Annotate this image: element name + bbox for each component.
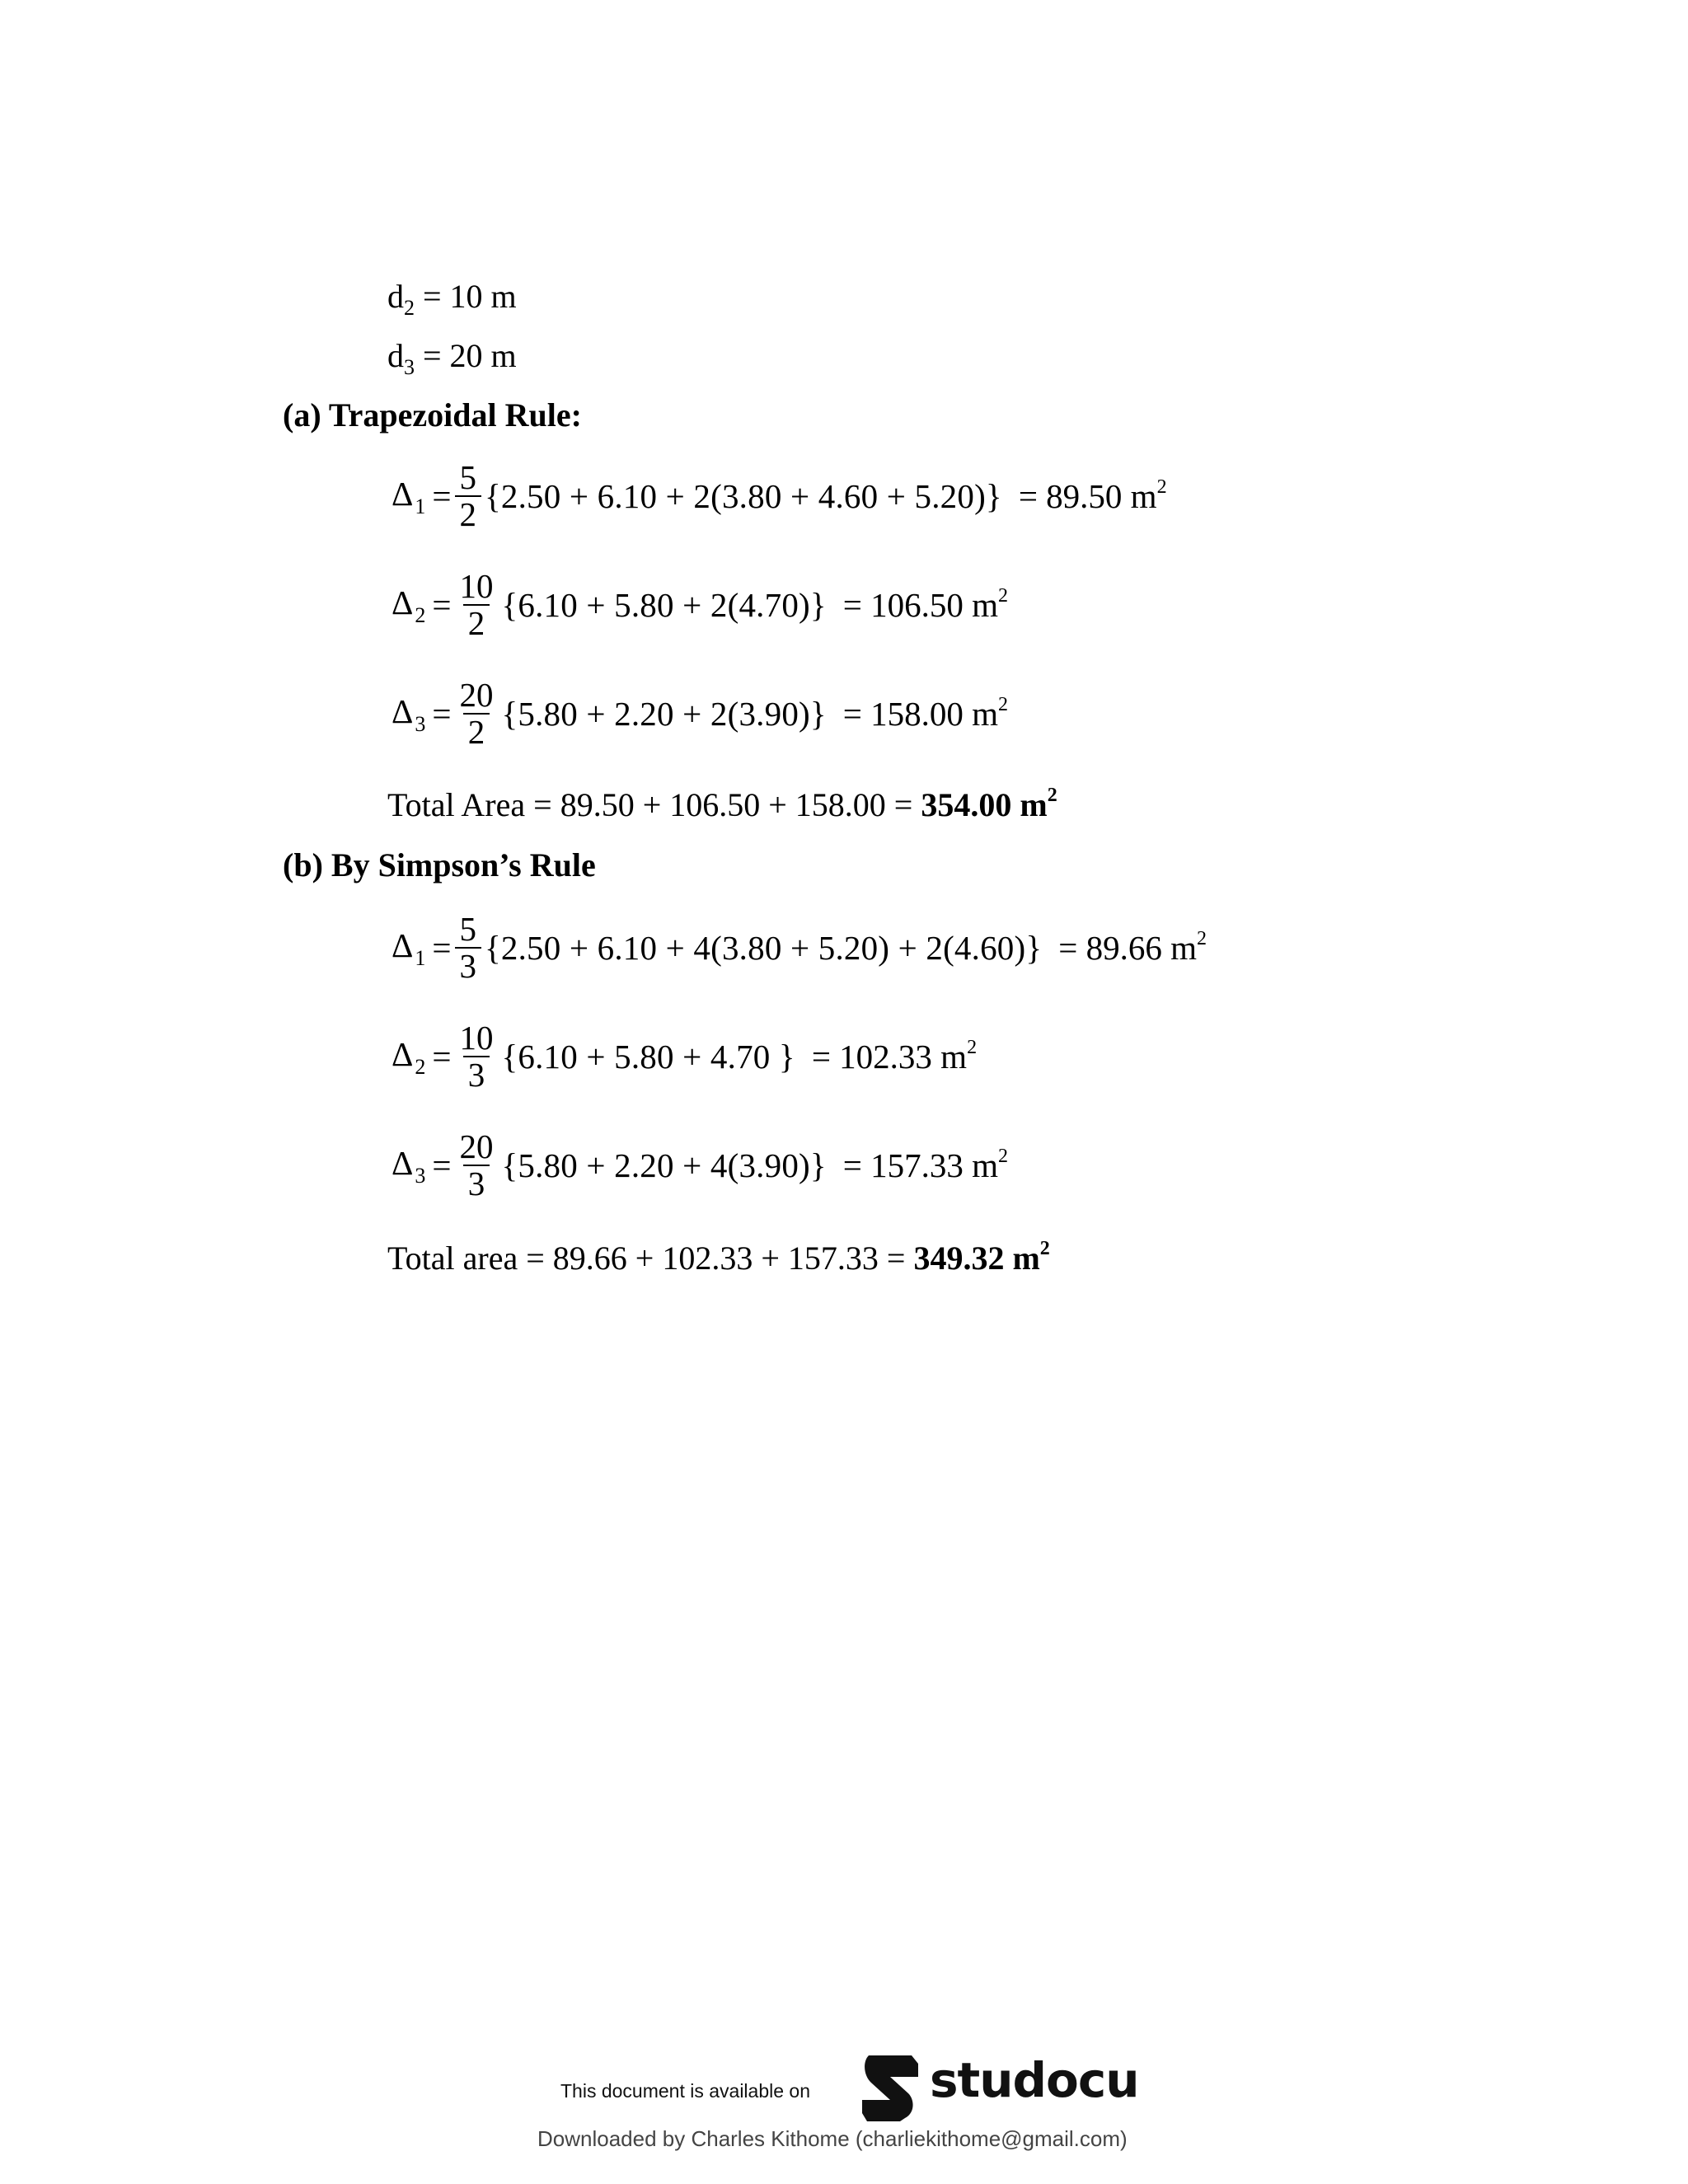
given-d2-var: d	[387, 278, 404, 315]
equals-sign: =	[432, 586, 452, 625]
fraction-denominator: 2	[463, 713, 490, 750]
simp-eq-1	[392, 912, 1207, 984]
equals-sign: =	[432, 1038, 452, 1076]
result-value: = 102.33 m	[811, 1038, 968, 1076]
fraction-numerator: 5	[459, 910, 476, 948]
result	[843, 694, 1008, 733]
result-exponent: 2	[998, 694, 1009, 716]
fraction-denominator: 2	[455, 495, 482, 532]
footer-downloaded-text: Downloaded by Charles Kithome (charliekithome@gmail.com)	[537, 2126, 1128, 2151]
fraction-denominator: 3	[463, 1056, 490, 1093]
fraction-numerator: 20	[459, 676, 494, 714]
total-exponent: 2	[1039, 1238, 1050, 1259]
expression: {2.50 + 6.10 + 2(3.80 + 4.60 + 5.20)}	[485, 477, 1002, 516]
simp-eq-2	[392, 1020, 977, 1093]
fraction	[455, 460, 482, 532]
fraction-denominator: 3	[455, 947, 482, 984]
total-value-text: 354.00 m	[921, 786, 1048, 823]
delta-sub: 1	[415, 945, 426, 970]
fraction	[455, 1129, 499, 1202]
delta-sub: 3	[415, 1163, 426, 1188]
result-exponent: 2	[1196, 928, 1207, 950]
result-value: = 89.50 m	[1018, 477, 1157, 516]
fraction-numerator: 5	[459, 458, 476, 496]
delta-glyph: Δ	[392, 474, 414, 513]
trap-total	[387, 785, 1057, 824]
fraction-numerator: 10	[459, 1019, 494, 1057]
equals-sign: =	[432, 929, 452, 968]
equals-sign: =	[432, 477, 452, 516]
given-d2-rest: = 10 m	[415, 278, 517, 315]
result-exponent: 2	[998, 1146, 1009, 1168]
delta-glyph: Δ	[392, 1034, 414, 1073]
fraction-numerator: 20	[459, 1127, 494, 1165]
result-exponent: 2	[967, 1037, 978, 1059]
equals-sign: =	[432, 695, 452, 733]
heading-simpson: (b) By Simpson’s Rule	[283, 846, 596, 883]
heading-trapezoidal: (a) Trapezoidal Rule:	[283, 396, 582, 434]
delta-glyph: Δ	[392, 1143, 414, 1182]
given-d3-var: d	[387, 337, 404, 374]
delta-symbol	[392, 926, 425, 971]
total-value	[913, 1240, 1049, 1277]
given-d3-rest: = 20 m	[415, 337, 517, 374]
equals-sign: =	[432, 1146, 452, 1185]
fraction-denominator: 3	[463, 1165, 490, 1202]
result-exponent: 2	[998, 585, 1009, 607]
given-d3-sub: 3	[404, 355, 415, 379]
trap-eq-3	[392, 677, 1008, 750]
trap-eq-1	[392, 460, 1167, 532]
simp-total	[387, 1238, 1050, 1277]
delta-symbol	[392, 1034, 425, 1080]
result-value: = 89.66 m	[1058, 929, 1197, 968]
delta-symbol	[392, 691, 425, 737]
delta-glyph: Δ	[392, 926, 414, 964]
result-value: = 158.00 m	[842, 695, 999, 733]
delta-sub: 2	[415, 1054, 426, 1079]
delta-symbol	[392, 1143, 425, 1188]
fraction	[455, 1020, 499, 1093]
delta-glyph: Δ	[392, 583, 414, 621]
total-prefix: Total area = 89.66 + 102.33 + 157.33 =	[387, 1240, 914, 1277]
delta-glyph: Δ	[392, 691, 414, 730]
result	[843, 1146, 1008, 1185]
expression: {6.10 + 5.80 + 4.70 }	[501, 1038, 795, 1076]
studocu-logo-icon[interactable]	[857, 2052, 923, 2123]
delta-symbol	[392, 583, 425, 628]
expression: {2.50 + 6.10 + 4(3.80 + 5.20) + 2(4.60)}	[485, 929, 1043, 968]
result	[1019, 476, 1167, 516]
result-value: = 157.33 m	[842, 1146, 999, 1185]
footer-available-text: This document is available on	[560, 2080, 810, 2102]
result-value: = 106.50 m	[842, 586, 999, 625]
given-d2	[387, 277, 517, 321]
expression: {5.80 + 2.20 + 4(3.90)}	[501, 1146, 827, 1185]
delta-sub: 2	[415, 602, 426, 627]
given-d3	[387, 336, 517, 380]
expression: {5.80 + 2.20 + 2(3.90)}	[501, 695, 827, 733]
trap-eq-2	[392, 569, 1008, 641]
fraction	[455, 569, 499, 641]
result	[843, 585, 1008, 625]
total-value	[921, 786, 1057, 823]
total-exponent: 2	[1047, 785, 1057, 806]
given-d2-sub: 2	[404, 296, 415, 320]
studocu-brand[interactable]: studocu	[930, 2052, 1139, 2108]
delta-symbol	[392, 474, 425, 519]
delta-sub: 1	[415, 494, 426, 518]
delta-sub: 3	[415, 711, 426, 736]
total-value-text: 349.32 m	[913, 1240, 1040, 1277]
fraction-numerator: 10	[459, 567, 494, 605]
fraction	[455, 677, 499, 750]
expression: {6.10 + 5.80 + 2(4.70)}	[501, 586, 827, 625]
fraction-denominator: 2	[463, 604, 490, 641]
simp-eq-3	[392, 1129, 1008, 1202]
result-exponent: 2	[1156, 476, 1167, 499]
result	[1058, 928, 1207, 968]
result	[812, 1037, 977, 1076]
total-prefix: Total Area = 89.50 + 106.50 + 158.00 =	[387, 786, 921, 823]
fraction	[455, 912, 482, 984]
